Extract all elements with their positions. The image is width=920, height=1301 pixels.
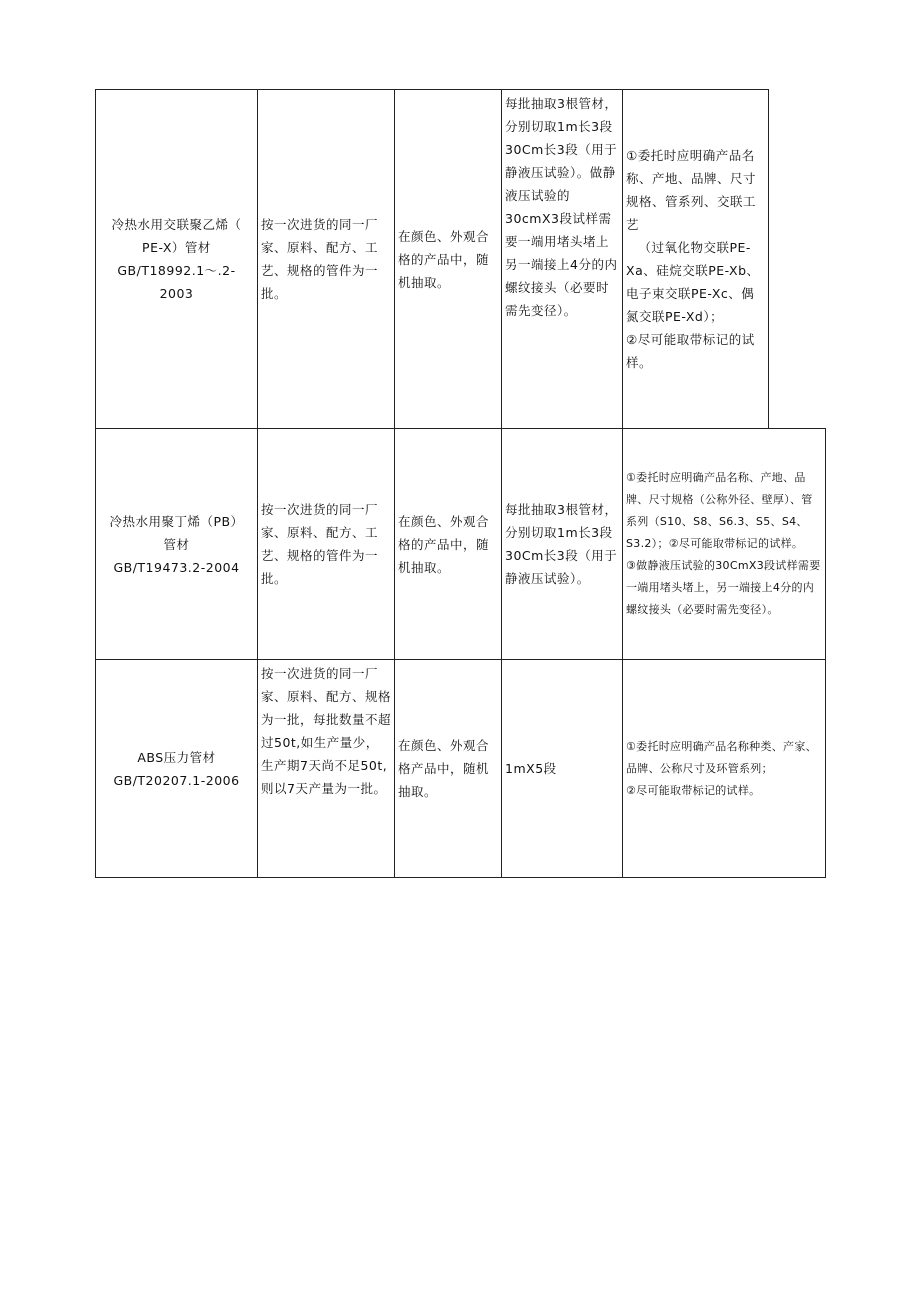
notes-cell xyxy=(622,428,826,660)
sampling-method-cell: 在颜色、外观合格的产品中，随机抽取。 xyxy=(394,428,502,660)
product-name: 冷热水用交联聚乙烯（ PE-X）管材 GB/T18992.1～.2- 2003 xyxy=(111,217,242,301)
product-name: 冷热水用聚丁烯（PB） 管材 GB/T19473.2-2004 xyxy=(109,513,244,575)
product-cell xyxy=(95,659,258,878)
notes-list: ①委托时应明确产品名称种类、产家、品牌、公称尺寸及环管系列； ②尽可能取带标记的试样。 xyxy=(626,739,817,797)
notes-cell xyxy=(622,659,826,878)
batch-rule-cell: 按一次进货的同一厂家、原料、配方、工艺、规格的管件为一批。 xyxy=(257,428,395,660)
notes-list: ①委托时应明确产品名称、产地、品牌、尺寸规格（公称外径、壁厚）、管系列（S10、S8、S6.3、S5、S4、S3.2）；②尽可能取带标记的试样。 ③做静液压试验的30CmX3段试样需要一端用堵头堵上，另一端接上4分的内螺纹接头（必要时需先变径）。 xyxy=(626,471,821,616)
batch-rule-cell: 按一次进货的同一厂家、原料、配方、工艺、规格的管件为一批。 xyxy=(257,89,395,429)
sample-quantity-cell: 每批抽取3根管材，分别切取1m长3段30Cm长3段（用于静液压试验）。 xyxy=(501,428,623,660)
product-cell xyxy=(95,89,258,429)
sample-quantity-cell: 1mX5段 xyxy=(501,659,623,878)
notes-list: ①委托时应明确产品名称、产地、品牌、尺寸规格、管系列、交联工艺 （过氧化物交联PE-Xa、硅烷交联PE-Xb、电子束交联PE-Xc、偶氮交联PE-Xd）； ②尽可能取带标记的试样。 xyxy=(626,148,760,370)
product-cell xyxy=(95,428,258,660)
sampling-method-cell: 在颜色、外观合格的产品中，随机抽取。 xyxy=(394,89,502,429)
sampling-method-cell: 在颜色、外观合格产品中，随机抽取。 xyxy=(394,659,502,878)
notes-cell xyxy=(622,89,769,429)
batch-rule-cell: 按一次进货的同一厂家、原料、配方、规格为一批，每批数量不超过50t,如生产量少，生产期7天尚不足50t,则以7天产量为一批。 xyxy=(257,659,395,878)
product-name: ABS压力管材 GB/T20207.1-2006 xyxy=(113,749,240,788)
sample-quantity-cell: 每批抽取3根管材，分别切取1m长3段30Cm长3段（用于静液压试验）。做静液压试验的30cmX3段试样需要一端用堵头堵上另一端接上4分的内螺纹接头（必要时需先变径）。 xyxy=(501,89,623,429)
